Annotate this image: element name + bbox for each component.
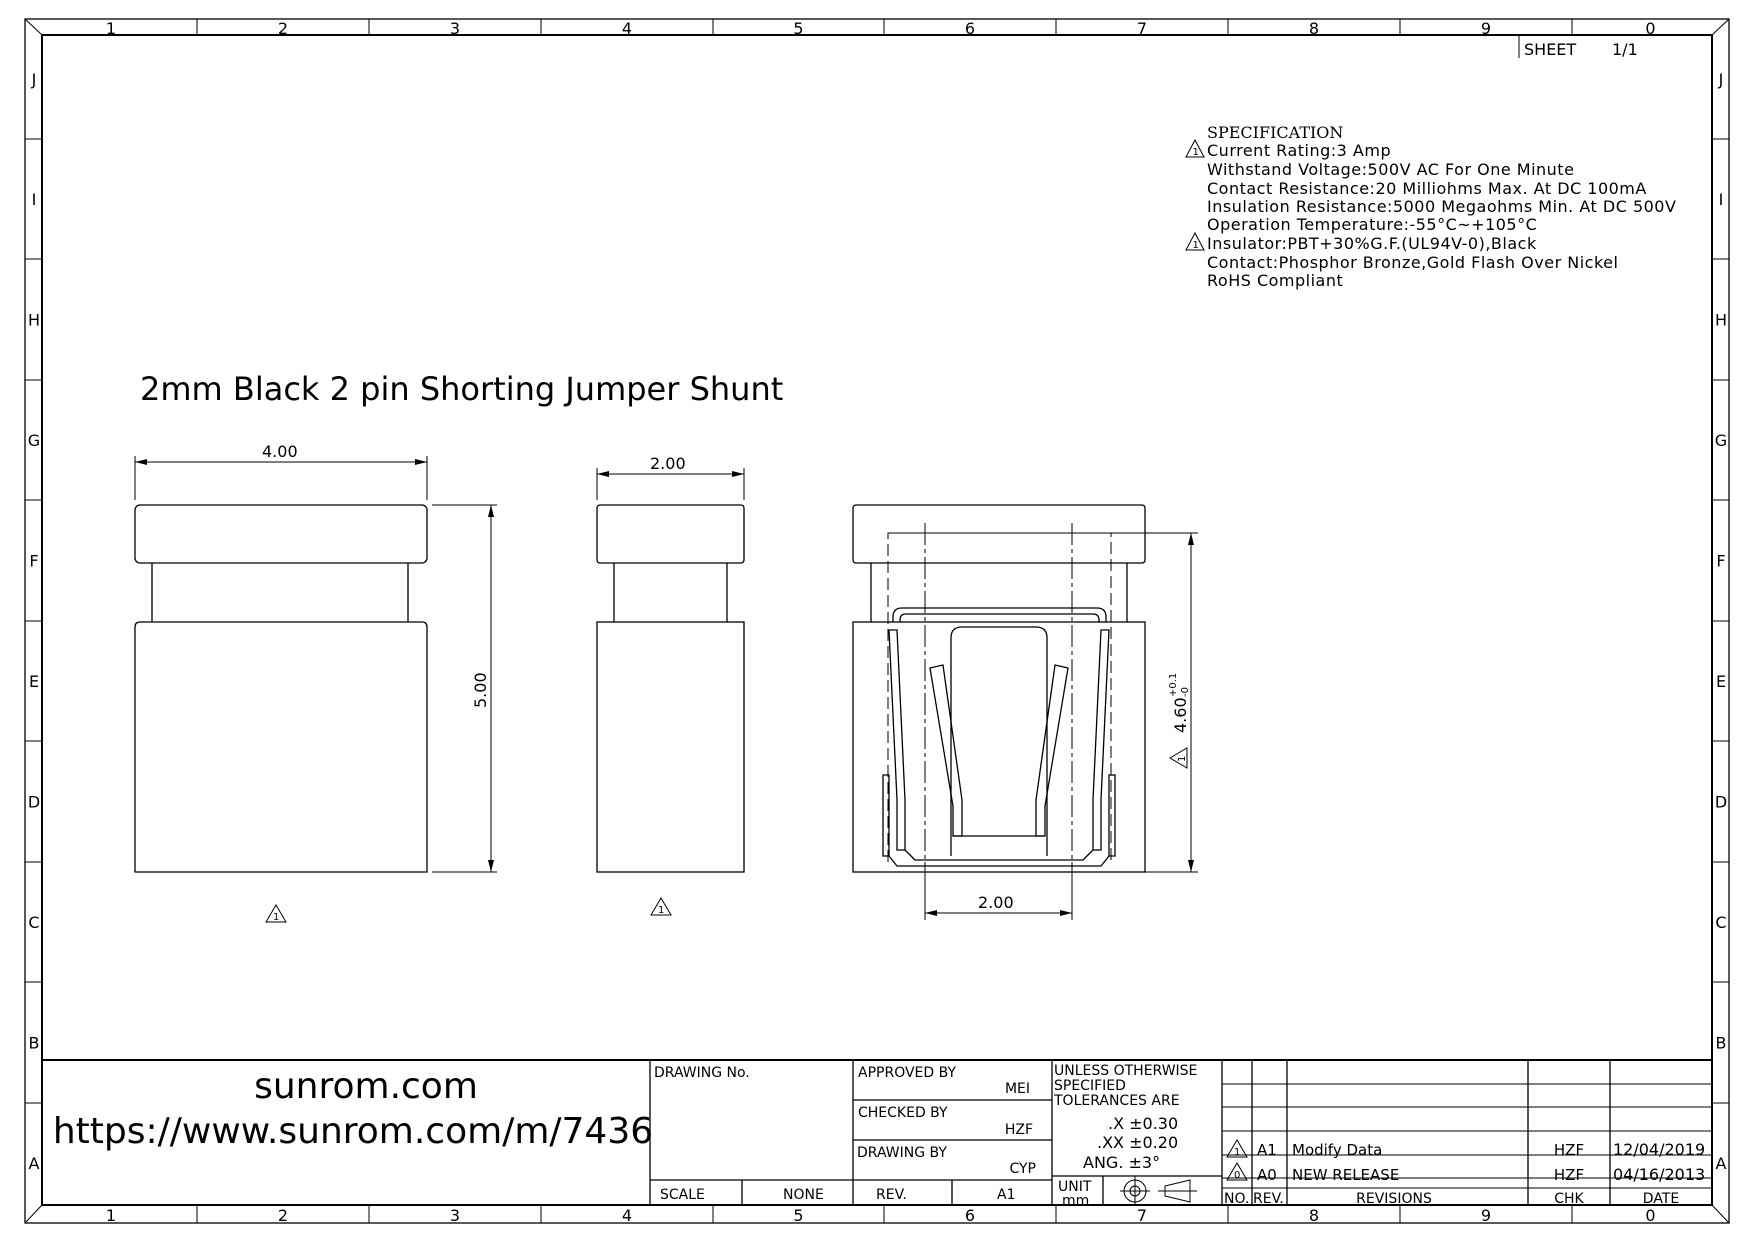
grid-col-label: 5 — [793, 19, 804, 38]
grid-row-label: B — [28, 1033, 40, 1053]
dim-section-tol-upper: +0.1 — [1168, 672, 1179, 697]
grid-col-label: 8 — [1308, 1206, 1320, 1225]
revision-triangle-icon — [1186, 233, 1204, 251]
grid-col-label: 4 — [621, 1206, 633, 1225]
revision-rev: A0 — [1257, 1166, 1277, 1184]
grid-row-label: E — [28, 672, 40, 691]
drawing-by-label: DRAWING BY — [857, 1145, 947, 1161]
spec-title: SPECIFICATION — [1207, 123, 1344, 142]
svg-text:1: 1 — [1234, 1147, 1241, 1158]
tolerance-x: .X ±0.30 — [1108, 1114, 1179, 1133]
grid-row-label: D — [1714, 792, 1728, 812]
grid-row-label: H — [27, 310, 41, 330]
svg-text:1: 1 — [273, 912, 280, 923]
svg-text:1: 1 — [658, 905, 665, 916]
tolerance-ang: ANG. ±3° — [1083, 1153, 1161, 1172]
grid-row-label: D — [27, 792, 41, 812]
spec-line: Current Rating:3 Amp — [1207, 141, 1392, 160]
grid-row-label: B — [1715, 1033, 1727, 1053]
unit-value: mm — [1062, 1193, 1090, 1209]
tolerance-title: SPECIFIED — [1054, 1078, 1126, 1094]
approved-by: MEI — [1004, 1081, 1030, 1097]
spec-line: Contact Resistance:20 Milliohms Max. At DC 100mA — [1207, 179, 1647, 198]
grid-row-label: C — [28, 913, 40, 932]
revisions-header-rev: REV. — [1253, 1191, 1284, 1207]
grid-col-label: 2 — [277, 1206, 289, 1225]
grid-row-label: G — [1714, 431, 1728, 450]
revisions-header-no: NO. — [1224, 1191, 1250, 1207]
revision-description: NEW RELEASE — [1292, 1166, 1400, 1184]
grid-col-label: 6 — [964, 1206, 976, 1225]
drawing-by: CYP — [1009, 1161, 1036, 1177]
grid-col-label: 2 — [277, 19, 289, 38]
checked-by: HZF — [1004, 1122, 1033, 1138]
tolerance-title: TOLERANCES ARE — [1054, 1093, 1180, 1109]
grid-col-label: 7 — [1136, 1206, 1148, 1225]
grid-col-label: 5 — [793, 1206, 804, 1225]
grid-col-label: 8 — [1308, 19, 1320, 38]
specification-block — [1186, 123, 1676, 290]
dim-pin-pitch: 2.00 — [978, 893, 1014, 912]
svg-text:0: 0 — [1234, 1170, 1241, 1181]
grid-row-label: E — [1715, 672, 1727, 691]
scale-value: NONE — [783, 1187, 824, 1203]
revision-date: 12/04/2019 — [1613, 1140, 1706, 1159]
grid-row-label: J — [31, 70, 37, 89]
revision-row — [1227, 1163, 1705, 1184]
grid-col-label: 3 — [449, 19, 461, 38]
sheet-label: SHEET — [1524, 40, 1577, 59]
checked-by-label: CHECKED BY — [858, 1105, 948, 1121]
revision-date: 04/16/2013 — [1613, 1165, 1706, 1184]
revision-triangle-icon — [651, 898, 671, 916]
approved-by-label: APPROVED BY — [858, 1065, 957, 1081]
title-block — [42, 1060, 1712, 1209]
revision-triangle-icon — [1170, 748, 1188, 768]
dim-front-width: 4.00 — [262, 442, 298, 461]
revision-rev: A1 — [1257, 1141, 1277, 1159]
section-view — [853, 505, 1198, 920]
grid-row-label: J — [1718, 70, 1724, 89]
drawing-no-label: DRAWING No. — [654, 1065, 750, 1081]
scale-label: SCALE — [660, 1187, 705, 1203]
drawing-title: 2mm Black 2 pin Shorting Jumper Shunt — [140, 370, 784, 408]
grid-row-label: A — [1715, 1154, 1727, 1173]
spec-line: Withstand Voltage:500V AC For One Minute — [1207, 160, 1575, 179]
rev-value: A1 — [997, 1187, 1016, 1203]
revision-triangle-icon — [1186, 140, 1204, 158]
company-name: sunrom.com — [254, 1066, 478, 1107]
grid-col-label: 1 — [105, 19, 117, 38]
spec-line: Insulator:PBT+30%G.F.(UL94V-0),Black — [1207, 234, 1537, 253]
grid-col-label: 4 — [621, 19, 633, 38]
grid-row-label: G — [27, 431, 41, 450]
grid-col-label: 7 — [1136, 19, 1148, 38]
spec-line: Contact:Phosphor Bronze,Gold Flash Over Nickel — [1207, 253, 1619, 272]
sheet-value: 1/1 — [1612, 40, 1638, 59]
svg-text:1: 1 — [1192, 147, 1199, 158]
grid-col-label: 0 — [1645, 1206, 1656, 1225]
third-angle-projection-icon — [1120, 1176, 1197, 1206]
revision-chk: HZF — [1553, 1166, 1585, 1184]
side-view — [597, 454, 744, 916]
grid-col-label: 3 — [449, 1206, 461, 1225]
grid-row-label: I — [31, 190, 37, 209]
spec-line: Operation Temperature:-55°C~+105°C — [1207, 215, 1538, 234]
grid-col-label: 0 — [1645, 19, 1656, 38]
grid-row-label: F — [1716, 551, 1726, 571]
grid-row-label: H — [1714, 310, 1728, 330]
company-url: https://www.sunrom.com/m/7436 — [52, 1111, 654, 1152]
revisions-header-revisions: REVISIONS — [1356, 1191, 1432, 1207]
revision-triangle-icon — [266, 905, 286, 923]
tolerance-title: UNLESS OTHERWISE — [1054, 1063, 1198, 1079]
spec-line: Insulation Resistance:5000 Megaohms Min. At DC 500V — [1207, 197, 1677, 216]
spec-line: RoHS Compliant — [1207, 271, 1344, 290]
dim-section-tol-lower: -0 — [1180, 687, 1191, 697]
grid-col-label: 9 — [1480, 1206, 1492, 1225]
dim-section-height: 4.60 — [1171, 697, 1190, 733]
tolerance-xx: .XX ±0.20 — [1097, 1133, 1179, 1152]
front-view — [135, 442, 497, 923]
revision-description: Modify Data — [1292, 1141, 1383, 1159]
grid-row-label: C — [1715, 913, 1727, 932]
revisions-header-chk: CHK — [1554, 1191, 1584, 1207]
rev-label: REV. — [876, 1187, 907, 1203]
revision-chk: HZF — [1553, 1141, 1585, 1159]
revisions-header-date: DATE — [1642, 1191, 1680, 1207]
grid-col-label: 9 — [1480, 19, 1492, 38]
revision-row — [1227, 1140, 1705, 1159]
grid-row-label: A — [28, 1154, 40, 1173]
grid-row-label: F — [29, 551, 39, 571]
svg-text:1: 1 — [1177, 755, 1188, 762]
grid-col-label: 6 — [964, 19, 976, 38]
dim-side-width: 2.00 — [650, 454, 686, 473]
svg-text:1: 1 — [1192, 240, 1199, 251]
grid-row-label: I — [1718, 190, 1724, 209]
unit-label: UNIT — [1058, 1179, 1092, 1195]
dim-front-height: 5.00 — [471, 672, 490, 708]
grid-col-label: 1 — [105, 1206, 117, 1225]
